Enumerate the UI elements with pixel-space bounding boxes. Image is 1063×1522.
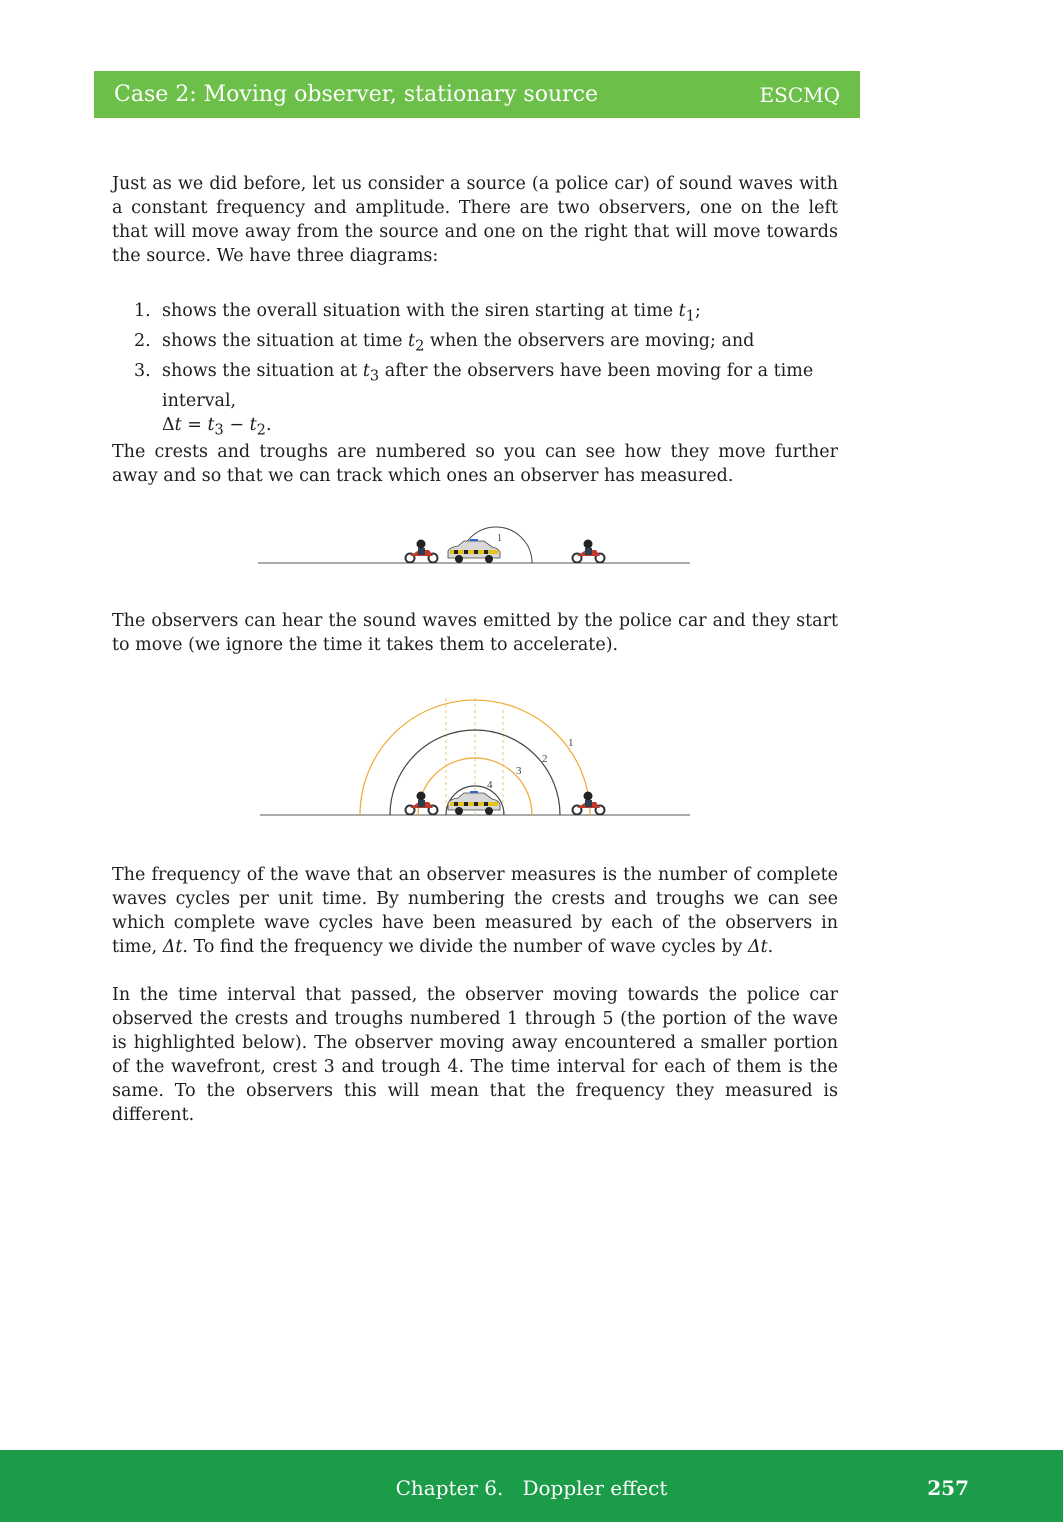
wave-label-4: 4 <box>487 779 493 791</box>
section-header <box>94 71 860 118</box>
frequency-paragraph: The frequency of the wave that an observer measures is the number of complete waves cycles per unit time. By numbering the crests and troughs we can see which complete wave cycles have been measured by each of the observers in time, Δt. To find the frequency we divide the number of wave cycles by Δt. <box>112 865 838 957</box>
motorbike-icon-left <box>406 540 438 563</box>
police-car-icon <box>448 791 500 815</box>
hear-paragraph: The observers can hear the sound waves emitted by the police car and they start to move (we ignore the time it takes them to accelerate). <box>112 611 838 655</box>
wave-label-2: 2 <box>542 753 548 765</box>
crests-paragraph: The crests and troughs are numbered so you can see how they move further away and so that we can track which ones an observer has measured. <box>112 442 838 486</box>
list-item: 3. shows the situation at $t_3$ after the observers have been moving for a time interval, $\Delta t = t_3 - t_2$. <box>134 361 814 438</box>
time-interval-equation: $\Delta t = t_3 - t_2$. <box>162 414 272 438</box>
interval-paragraph: In the time interval that passed, the observer moving towards the police car observed the crests and troughs numbered 1 through 5 (the portion of the wave is highlighted below). The observer moving away encountered a smaller portion of the wavefront, crest 3 and trough 4. The time interval for each of them is the same. To the observers this will mean that the frequency they measured is different. <box>112 985 838 1125</box>
figure-initial-situation <box>250 520 700 570</box>
figure-moving-observers <box>250 690 700 820</box>
police-car-icon <box>448 539 500 563</box>
chapter-title: Chapter 6. Doppler effect <box>395 1476 668 1500</box>
motorbike-icon-right <box>573 540 605 563</box>
motorbike-icon-right <box>573 792 605 815</box>
section-title: Case 2: Moving observer, stationary source <box>114 82 598 107</box>
page-footer <box>0 1450 1063 1522</box>
section-code: ESCMQ <box>759 82 840 107</box>
list-item: 1. shows the overall situation with the siren starting at time $t_1$; <box>134 301 701 325</box>
motorbike-icon-left <box>406 792 438 815</box>
intro-paragraph: Just as we did before, let us consider a source (a police car) of sound waves with a constant frequency and amplitude. There are two observers, one on the left that will move away from the source and one on the right that will move towards the source. We have three diagrams: <box>112 174 838 266</box>
wave-label-3: 3 <box>516 765 522 777</box>
list-item: 2. shows the situation at time $t_2$ when the observers are moving; and <box>134 331 755 355</box>
crest-label: 1 <box>497 533 502 544</box>
wave-label-1: 1 <box>568 737 574 749</box>
page-number: 257 <box>927 1476 969 1500</box>
